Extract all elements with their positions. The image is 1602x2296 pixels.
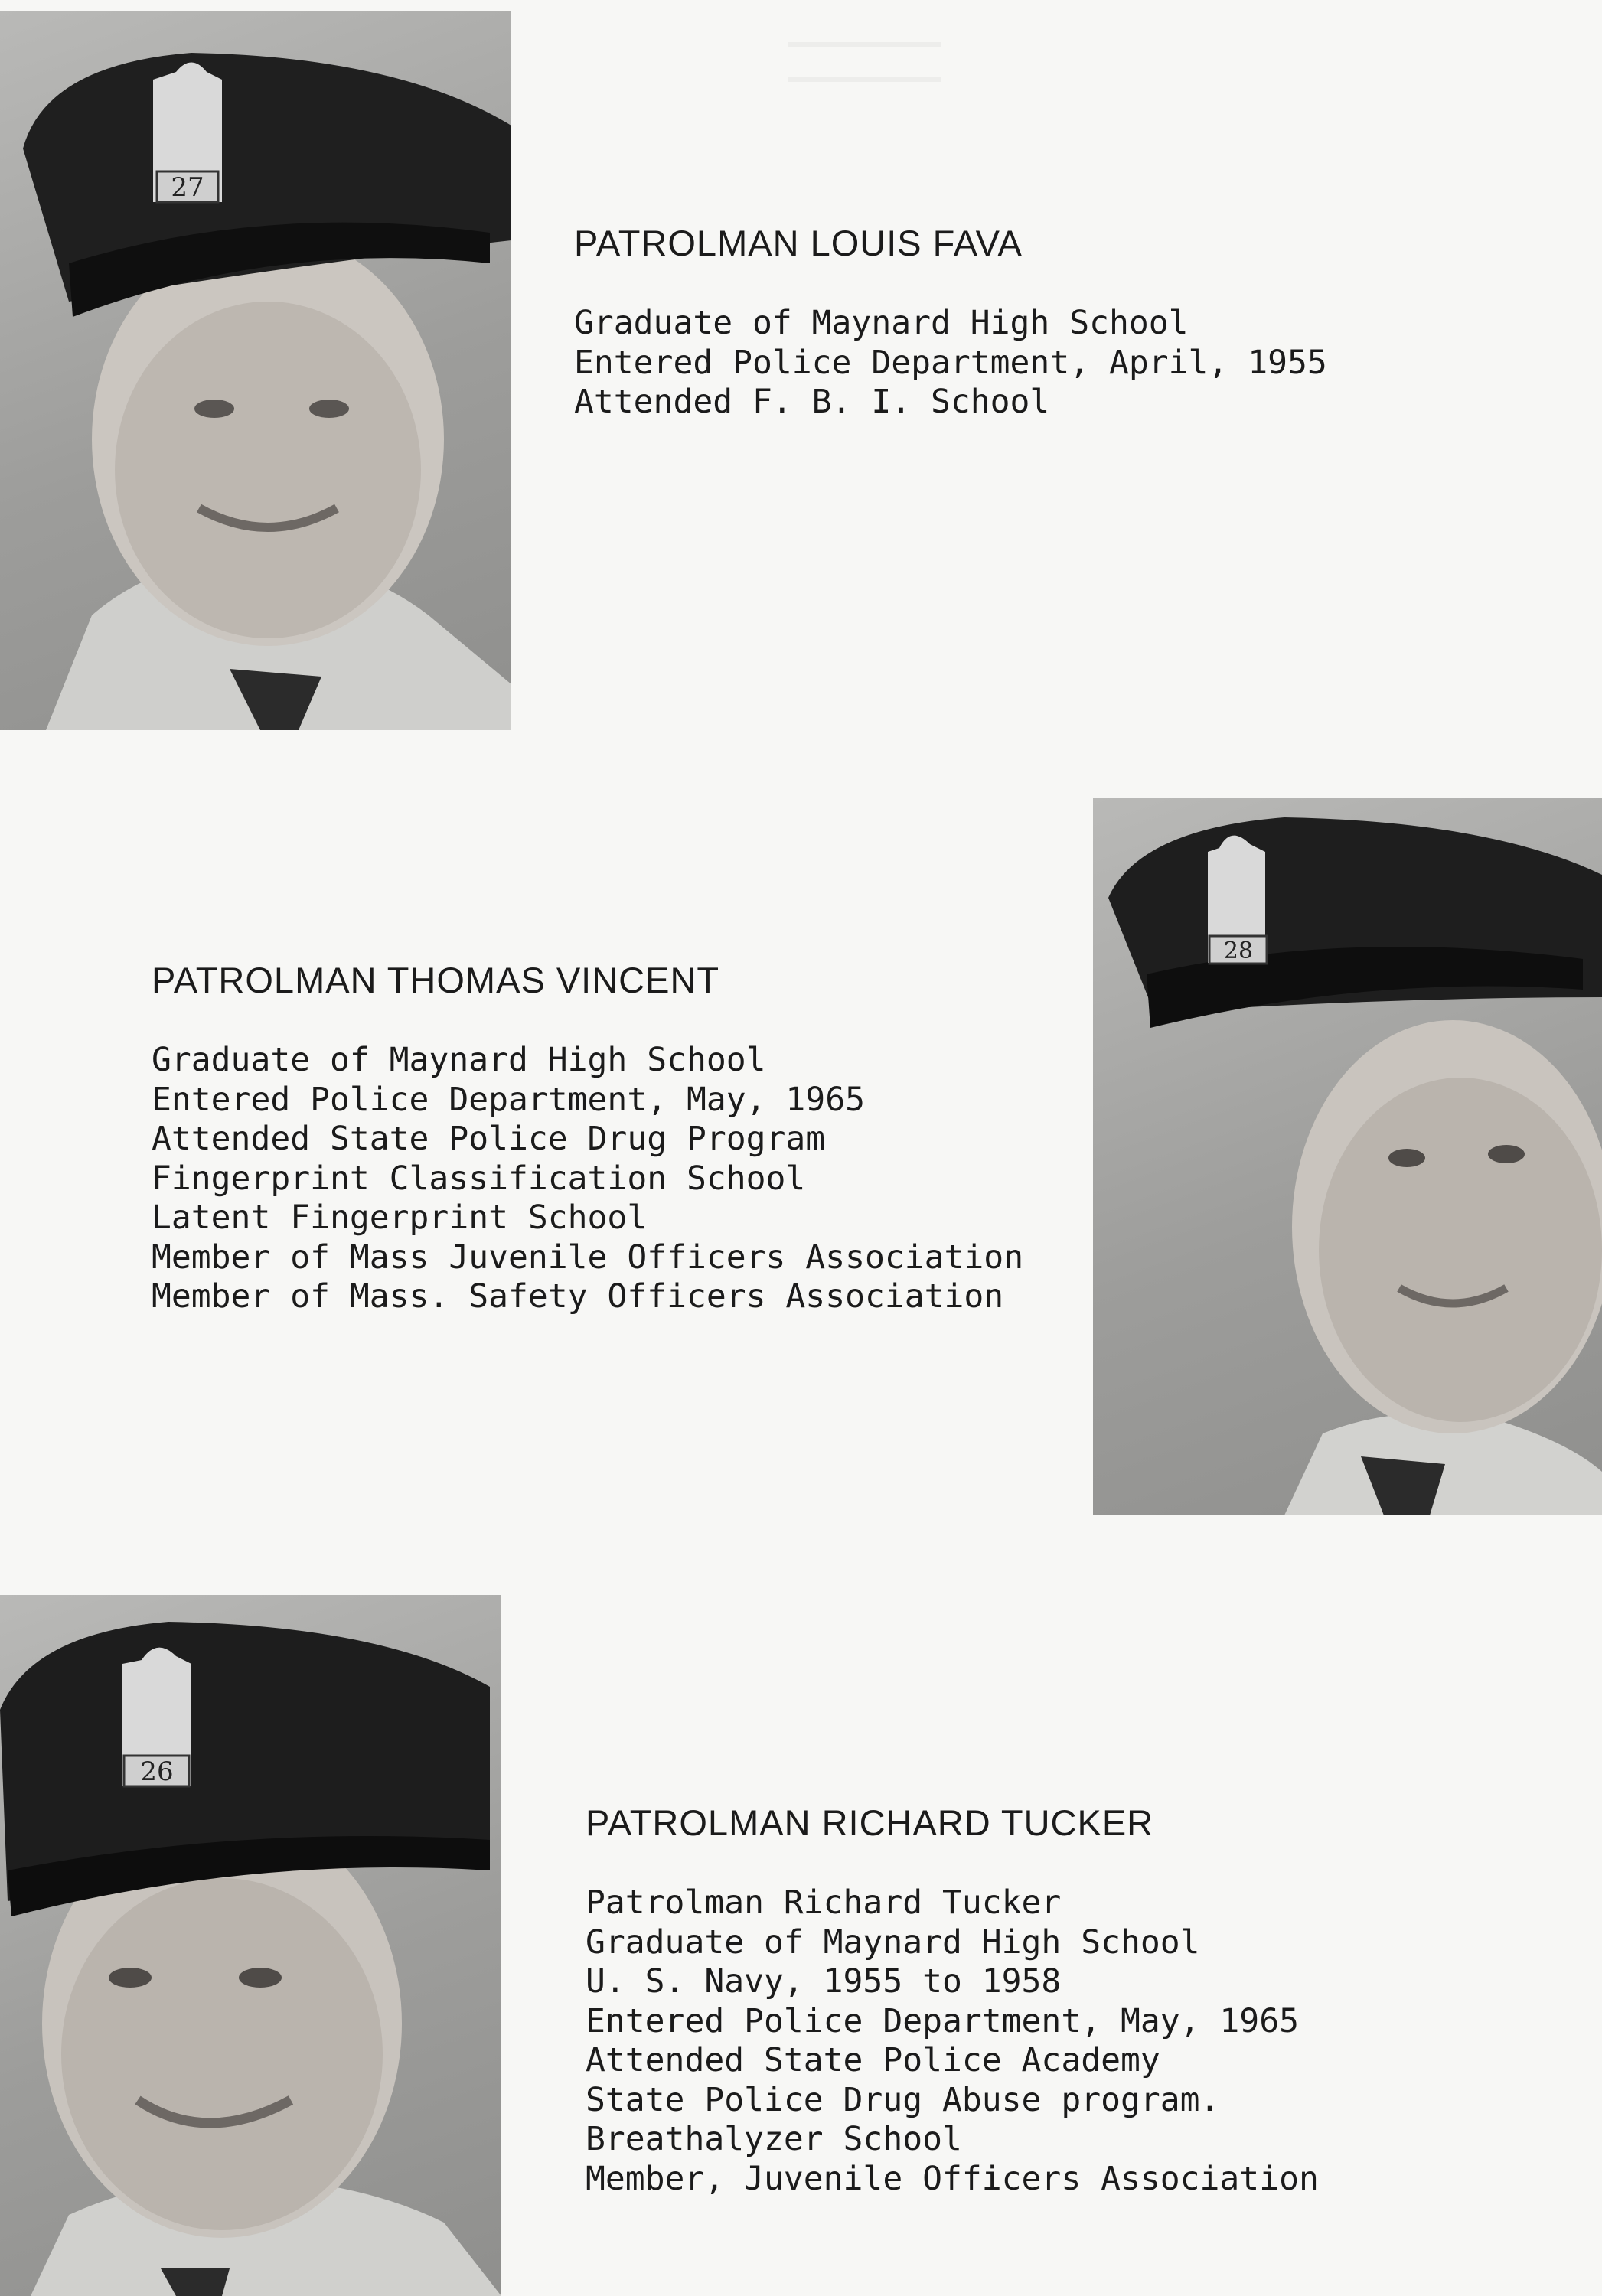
- portrait-vincent-illustration: [1093, 798, 1602, 1515]
- bio-line: Entered Police Department, April, 1955: [574, 343, 1327, 382]
- bio-line: Graduate of Maynard High School: [586, 1923, 1200, 1962]
- bio-line: Graduate of Maynard High School: [574, 304, 1189, 342]
- bio-line: Patrolman Richard Tucker: [586, 1883, 1062, 1922]
- bio-line: Entered Police Department, May, 1965: [152, 1080, 865, 1119]
- portrait-tucker-illustration: [0, 1595, 501, 2296]
- bio-line: Latent Fingerprint School: [152, 1199, 648, 1237]
- cap-badge-number-vincent: 28: [1223, 938, 1254, 964]
- bio-line: Member of Mass Juvenile Officers Association: [152, 1238, 1024, 1277]
- bio-vincent: [152, 959, 1023, 1317]
- bio-line: U. S. Navy, 1955 to 1958: [586, 1962, 1062, 2001]
- bio-line: Member, Juvenile Officers Association: [586, 2159, 1319, 2198]
- bio-line: Attended State Police Drug Program: [152, 1120, 826, 1158]
- bio-line: Fingerprint Classification School: [152, 1159, 806, 1198]
- bio-tucker: [586, 1802, 1319, 2199]
- portrait-photo-vincent: [1093, 798, 1602, 1515]
- bio-line: Member of Mass. Safety Officers Association: [152, 1277, 1004, 1316]
- portrait-photo-fava: [0, 11, 511, 730]
- bio-line: Attended F. B. I. School: [574, 383, 1050, 421]
- cap-badge-number-fava: 27: [171, 172, 204, 203]
- bio-line: Entered Police Department, May, 1965: [586, 2001, 1299, 2040]
- show-through-heading: [788, 42, 941, 82]
- bio-line: Breathalyzer School: [586, 2120, 962, 2158]
- officer-name-fava: PATROLMAN LOUIS FAVA: [574, 223, 1023, 263]
- officer-name-vincent: PATROLMAN THOMAS VINCENT: [152, 960, 720, 1000]
- bio-line: Graduate of Maynard High School: [152, 1041, 766, 1079]
- portrait-photo-tucker: [0, 1595, 501, 2296]
- officer-name-tucker: PATROLMAN RICHARD TUCKER: [586, 1802, 1154, 1843]
- portrait-fava-illustration: [0, 11, 511, 730]
- bio-fava: [574, 222, 1327, 422]
- cap-badge-number-tucker: 26: [140, 1756, 174, 1787]
- bio-line: Attended State Police Academy: [586, 2041, 1160, 2079]
- bio-line: State Police Drug Abuse program.: [586, 2080, 1220, 2119]
